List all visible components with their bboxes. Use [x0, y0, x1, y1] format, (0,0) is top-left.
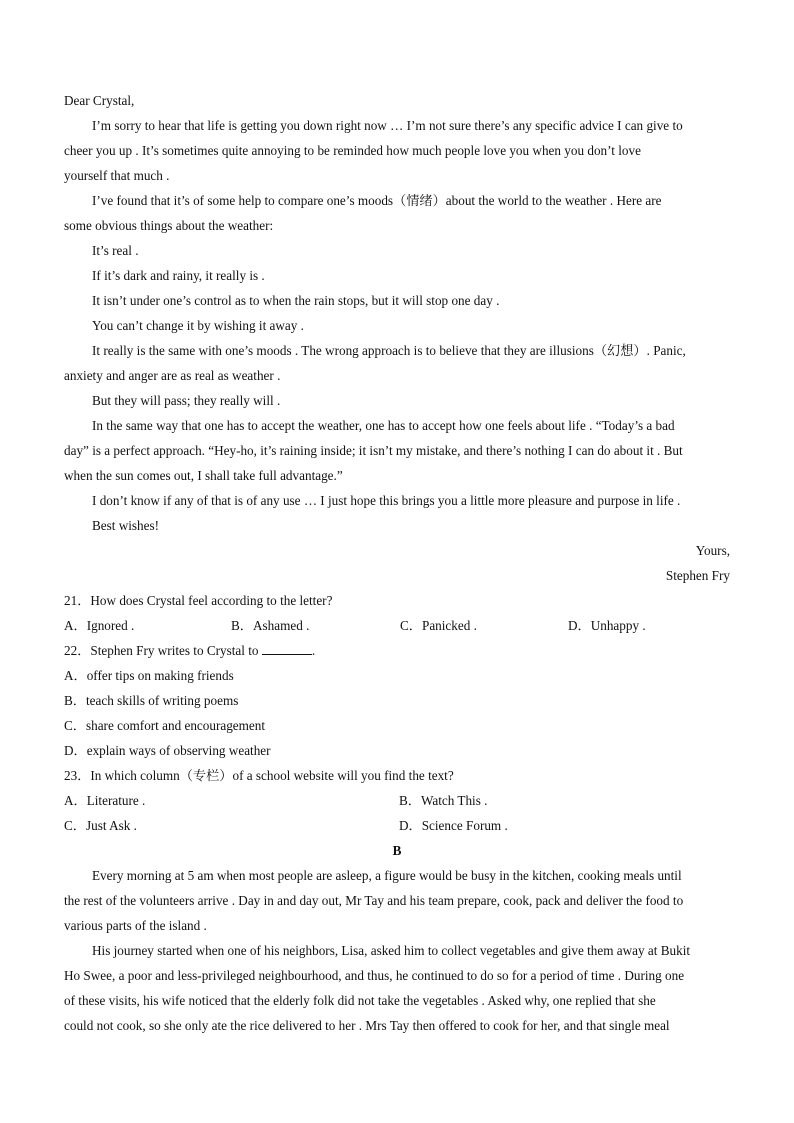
section-b-line: of these visits, his wife noticed that the elderly folk did not take the vegetables . Asked why, one replied that she [64, 993, 656, 1008]
question-22-stem [64, 638, 730, 663]
letter-paragraph-line: when the sun comes out, I shall take full advantage.” [64, 468, 343, 483]
letter-paragraph-line: I’ve found that it’s of some help to compare one’s moods（情绪）about the world to the weather . Here are [92, 193, 662, 208]
answer-blank [262, 640, 312, 655]
option-a: A．Literature . [64, 793, 146, 808]
letter-paragraph-line: It’s real . [92, 243, 139, 258]
section-b-line: could not cook, so she only ate the rice delivered to her . Mrs Tay then offered to cook for her, and that single meal [64, 1018, 670, 1033]
letter-paragraph-line: But they will pass; they really will . [92, 393, 281, 408]
letter-paragraph-line: I’m sorry to hear that life is getting you down right now … I’m not sure there’s any specific advice I can give to [92, 118, 683, 133]
letter-paragraph-line: If it’s dark and rainy, it really is . [92, 268, 265, 283]
section-b-line: Every morning at 5 am when most people are asleep, a figure would be busy in the kitchen, cooking meals until [92, 868, 682, 883]
letter-paragraph-line: It isn’t under one’s control as to when the rain stops, but it will stop one day . [92, 293, 500, 308]
option-b: B．teach skills of writing poems [64, 693, 239, 708]
letter-greeting: Dear Crystal, [64, 93, 135, 108]
question-22-stem-end: . [311, 643, 316, 658]
letter-paragraph-line: Best wishes! [92, 518, 160, 533]
letter-paragraph-line: some obvious things about the weather: [64, 218, 274, 233]
question-23-options-row-1 [64, 788, 730, 813]
letter-paragraph-line: It really is the same with one’s moods . The wrong approach is to believe that they are illusions（幻想）. Panic, [92, 343, 686, 358]
option-a: A．Ignored . [64, 618, 135, 633]
option-d: D．explain ways of observing weather [64, 743, 271, 758]
letter-paragraph-line: yourself that much . [64, 168, 170, 183]
letter-paragraph-line: anxiety and anger are as real as weather . [64, 368, 281, 383]
option-c: C．Panicked . [400, 618, 477, 633]
letter-closing: Yours, [695, 543, 730, 558]
document-page [64, 88, 730, 1038]
question-23-options-row-2 [64, 813, 730, 838]
option-d: D．Unhappy . [568, 618, 646, 633]
letter-paragraph-line: In the same way that one has to accept the weather, one has to accept how one feels about life . “Today’s a bad [92, 418, 675, 433]
letter-paragraph-line: cheer you up . It’s sometimes quite annoying to be reminded how much people love you when you don’t love [64, 143, 641, 158]
option-a: A．offer tips on making friends [64, 668, 234, 683]
letter-signature: Stephen Fry [665, 568, 730, 583]
question-21-stem: 21．How does Crystal feel according to the letter? [64, 593, 333, 608]
question-23-stem: 23．In which column（专栏）of a school website will you find the text? [64, 768, 454, 783]
option-b: B．Watch This . [399, 793, 488, 808]
letter-paragraph-line: day” is a perfect approach. “Hey-ho, it’s raining inside; it isn’t my mistake, and there’s nothing I can do about it . But [64, 443, 683, 458]
option-d: D．Science Forum . [399, 818, 508, 833]
letter-paragraph-line: I don’t know if any of that is of any use … I just hope this brings you a little more pleasure and purpose in life . [92, 493, 681, 508]
question-22-stem-text: 22．Stephen Fry writes to Crystal to [64, 643, 259, 658]
section-b-heading: B [392, 843, 402, 858]
section-b-line: His journey started when one of his neighbors, Lisa, asked him to collect vegetables and give them away at Bukit [92, 943, 691, 958]
option-c: C．Just Ask . [64, 818, 137, 833]
question-21-options [64, 613, 730, 638]
section-b-line: Ho Swee, a poor and less-privileged neighbourhood, and thus, he continued to do so for a period of time . During one [64, 968, 685, 983]
section-b-line: various parts of the island . [64, 918, 207, 933]
section-b-line: the rest of the volunteers arrive . Day in and day out, Mr Tay and his team prepare, cook, pack and deliver the food to [64, 893, 684, 908]
option-b: B．Ashamed . [231, 618, 310, 633]
letter-paragraph-line: You can’t change it by wishing it away . [92, 318, 304, 333]
option-c: C．share comfort and encouragement [64, 718, 266, 733]
